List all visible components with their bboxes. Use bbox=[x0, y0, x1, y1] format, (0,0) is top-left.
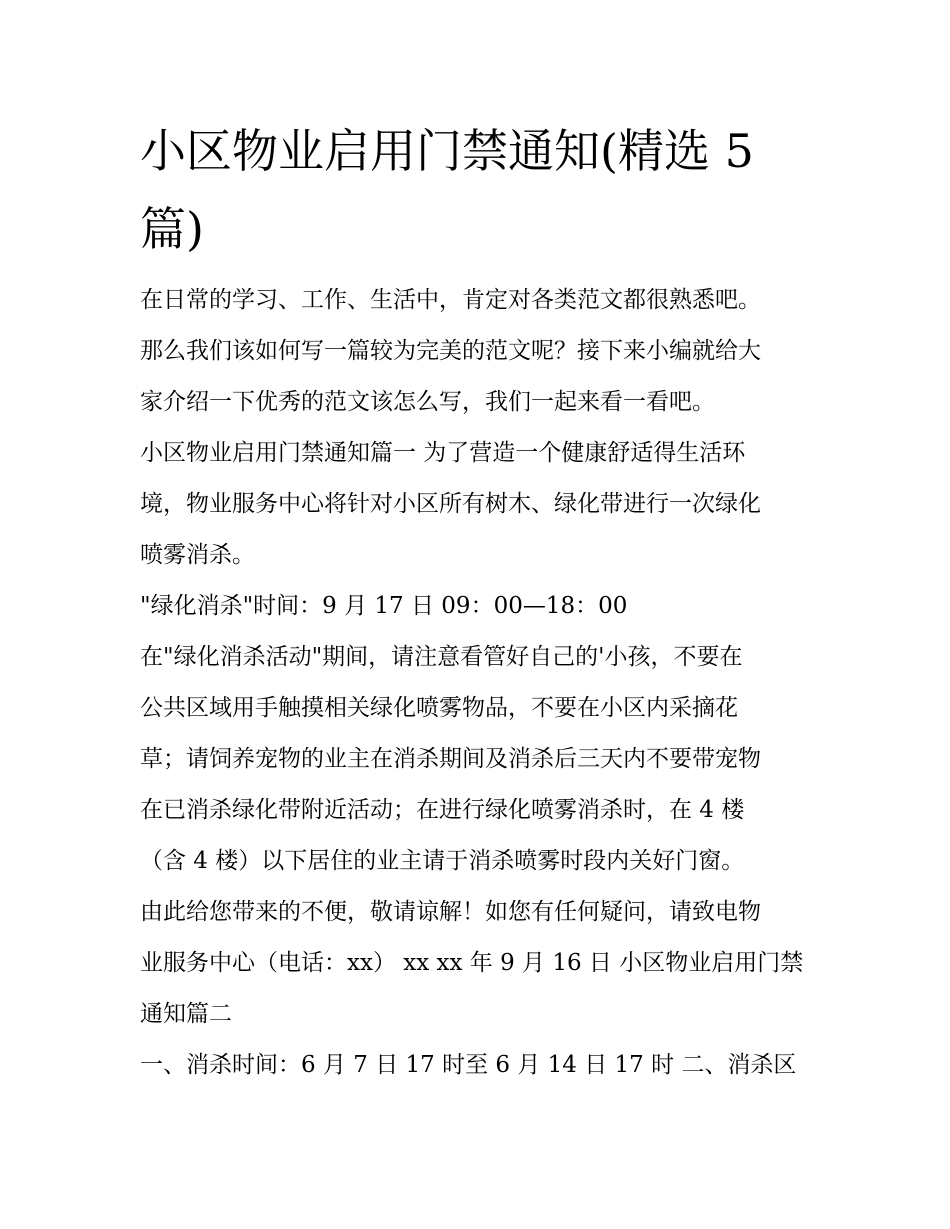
body-line-9: 公共区域用手触摸相关绿化喷雾物品，不要在小区内采摘花 bbox=[140, 695, 738, 721]
body-line-1: 在日常的学习、工作、生活中，肯定对各类范文都很熟悉吧。 bbox=[140, 287, 761, 313]
document-body bbox=[140, 275, 830, 1091]
body-line-6: 喷雾消杀。 bbox=[140, 542, 255, 568]
body-line-5: 境，物业服务中心将针对小区所有树木、绿化带进行一次绿化 bbox=[140, 491, 761, 517]
body-line-14: 业服务中心（电话：xx） xx xx 年 9 月 16 日 小区物业启用门禁 bbox=[140, 950, 804, 976]
title-line-2: 篇) bbox=[140, 202, 204, 256]
body-line-3: 家介绍一下优秀的范文该怎么写，我们一起来看一看吧。 bbox=[140, 389, 715, 415]
title-line-1: 小区物业启用门禁通知(精选 5 bbox=[140, 124, 754, 178]
body-line-10: 草；请饲养宠物的业主在消杀期间及消杀后三天内不要带宠物 bbox=[140, 746, 761, 772]
body-line-15: 通知篇二 bbox=[140, 1001, 232, 1027]
body-line-12: （含 4 楼）以下居住的业主请于消杀喷雾时段内关好门窗。 bbox=[140, 848, 745, 874]
body-line-8: 在"绿化消杀活动"期间，请注意看管好自己的'小孩，不要在 bbox=[140, 644, 743, 670]
body-line-2: 那么我们该如何写一篇较为完美的范文呢？接下来小编就给大 bbox=[140, 338, 761, 364]
body-line-16: 一、消杀时间：6 月 7 日 17 时至 6 月 14 日 17 时 二、消杀区 bbox=[140, 1052, 797, 1078]
body-line-7: "绿化消杀"时间：9 月 17 日 09：00—18：00 bbox=[140, 593, 628, 619]
body-line-4: 小区物业启用门禁通知篇一 为了营造一个健康舒适得生活环 bbox=[140, 440, 746, 466]
body-line-11: 在已消杀绿化带附近活动；在进行绿化喷雾消杀时，在 4 楼 bbox=[140, 797, 745, 823]
body-line-13: 由此给您带来的不便，敬请谅解！如您有任何疑问，请致电物 bbox=[140, 899, 761, 925]
document-title bbox=[140, 112, 820, 268]
